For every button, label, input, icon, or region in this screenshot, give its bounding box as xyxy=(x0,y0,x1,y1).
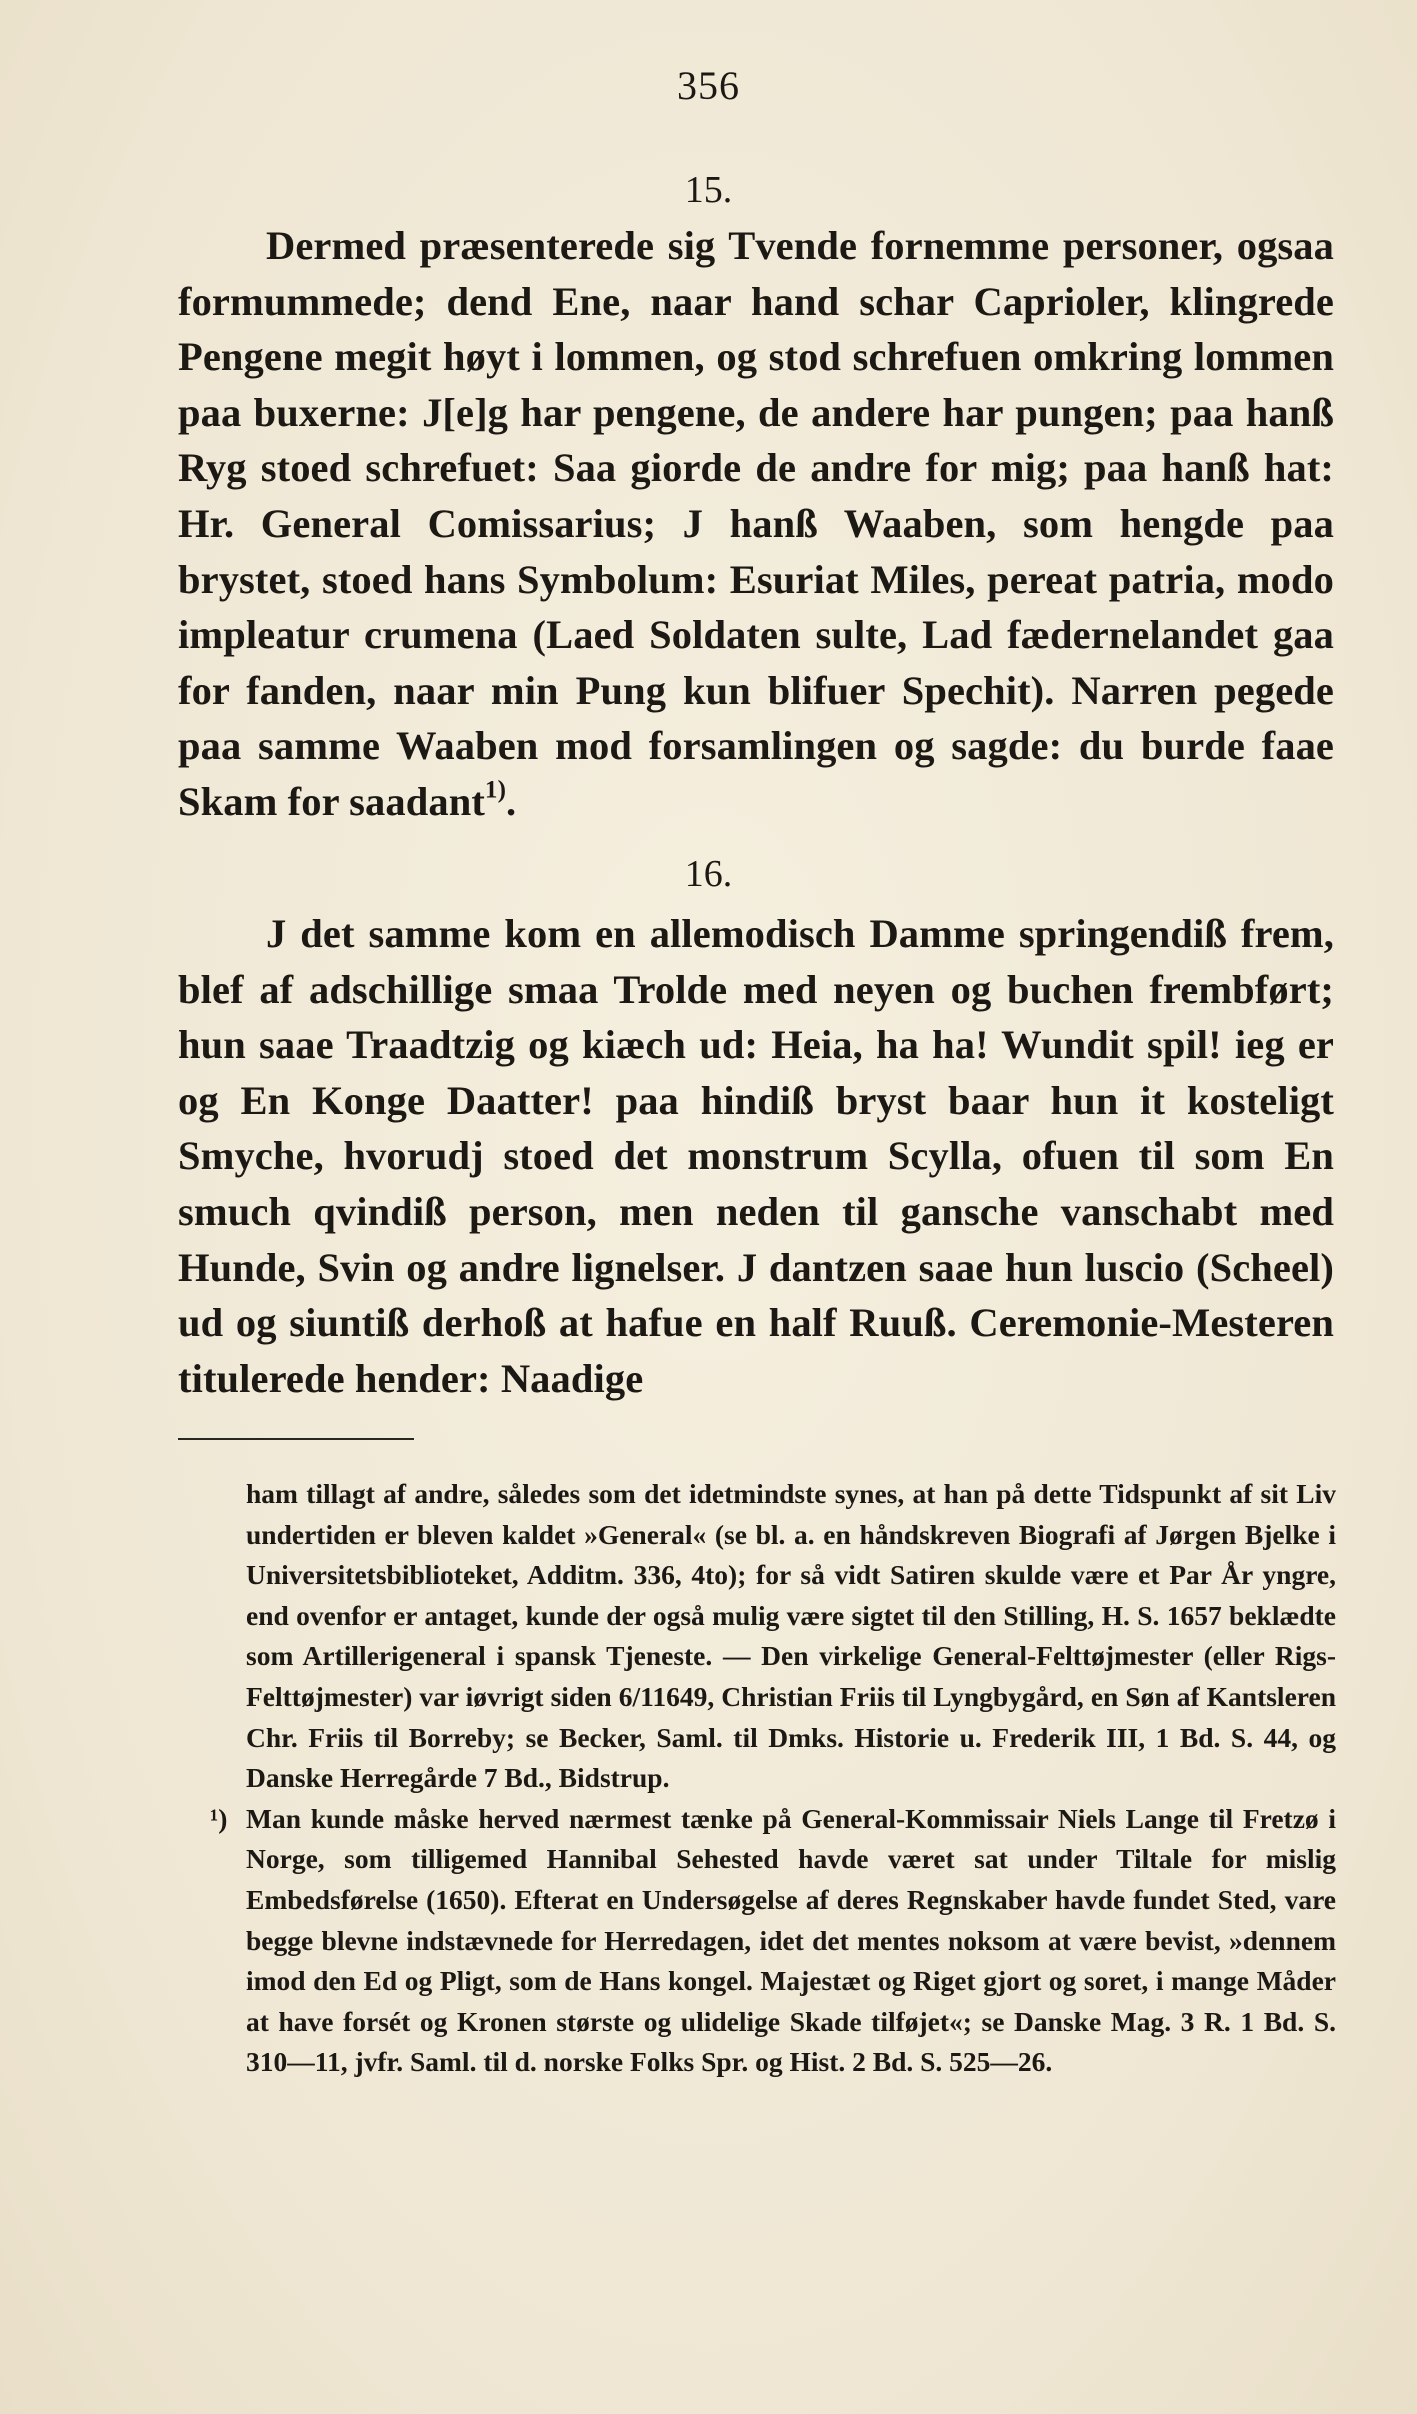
section-15-end: . xyxy=(506,778,517,824)
page-number: 356 xyxy=(677,63,740,108)
section-15-text xyxy=(178,218,1334,830)
section-number-15: 15. xyxy=(684,169,733,211)
footnote-reference-1[interactable]: 1) xyxy=(484,776,507,804)
section-16-paragraph: J det samme kom en allemodisch Damme springendiß frem, blef af adschillige smaa Trolde med neyen og buchen frembført; hun saae Traadtzig og kiæch ud: Heia, ha ha! Wundit spil! ieg er og En Konge Daatter! paa hindiß bryst baar hun it kosteligt Smyche, hvorudj stoed det monstrum Scylla, ofuen til som En smuch qvindiß person, men neden til gansche vanschabt med Hunde, Svin og andre lignelser. J dantzen saae hun luscio (Scheel) ud og siuntiß derhoß at hafue en half Ruuß. Ceremonie-Mesteren titulerede hender: Naadige xyxy=(178,911,1334,1401)
section-15-body: Dermed præsenterede sig Tvende fornemme personer, ogsaa formummede; dend Ene, naar hand schar Caprioler, klingrede Pengene megit høyt i lommen, og stod schrefuen omkring lommen paa buxerne: J[e]g har pengene, de andere har pungen; paa hanß Ryg stoed schrefuet: Saa giorde de andre for mig; paa hanß hat: Hr. General Comissarius; J hanß Waaben, som hengde paa brystet, stoed hans Symbolum: Esuriat Miles, pereat patria, modo impleatur crumena (Laed Soldaten sulte, Lad fædernelandet gaa for fanden, naar min Pung kun blifuer Spechit). Narren pegede paa samme Waaben mod forsamlingen og sagde: du burde faae Skam for saadant xyxy=(178,223,1334,824)
footnote-1 xyxy=(210,1799,1336,2083)
footnote-1-marker: ¹) xyxy=(210,1802,228,1834)
section-16-text xyxy=(178,906,1334,1406)
section-15-paragraph xyxy=(178,218,1334,830)
footnotes xyxy=(210,1474,1336,2083)
section-number-16: 16. xyxy=(684,853,733,895)
footnote-continuation: ham tillagt af andre, således som det idetmindste synes, at han på dette Tidspunkt af sit Liv undertiden er bleven kaldet »General« (se bl. a. en håndskreven Biografi af Jørgen Bjelke i Universitetsbiblioteket, Additm. 336, 4to); for så vidt Satiren skulde være et Par År yngre, end ovenfor er antaget, kunde der også mulig være sigtet til den Stilling, H. S. 1657 beklædte som Artillerigeneral i spansk Tjeneste. — Den virkelige General-Felttøjmester (eller Rigs-Felttøjmester) var iøvrigt siden 6/11649, Christian Friis til Lyngbygård, en Søn af Kantsleren Chr. Friis til Borreby; se Becker, Saml. til Dmks. Historie u. Frederik III, 1 Bd. S. 44, og Danske Herregårde 7 Bd., Bidstrup. xyxy=(246,1478,1336,1794)
footnote-1-text: Man kunde måske herved nærmest tænke på General-Kommissair Niels Lange til Fretzø i Norge, som tilligemed Hannibal Sehested havde været sat under Tiltale for mislig Embedsførelse (1650). Efterat en Undersøgelse af deres Regnskaber havde fundet Sted, vare begge blevne indstævnede for Herredagen, idet det mentes noksom at være bevist, »dennem imod den Ed og Pligt, som de Hans kongel. Majestæt og Riget gjort og soret, i mange Måder at have forsét og Kronen største og ulidelige Skade tilføjet«; se Danske Mag. 3 R. 1 Bd. S. 310—11, jvfr. Saml. til d. norske Folks Spr. og Hist. 2 Bd. S. 525—26. xyxy=(246,1802,1336,2078)
footnote-divider xyxy=(178,1438,414,1440)
